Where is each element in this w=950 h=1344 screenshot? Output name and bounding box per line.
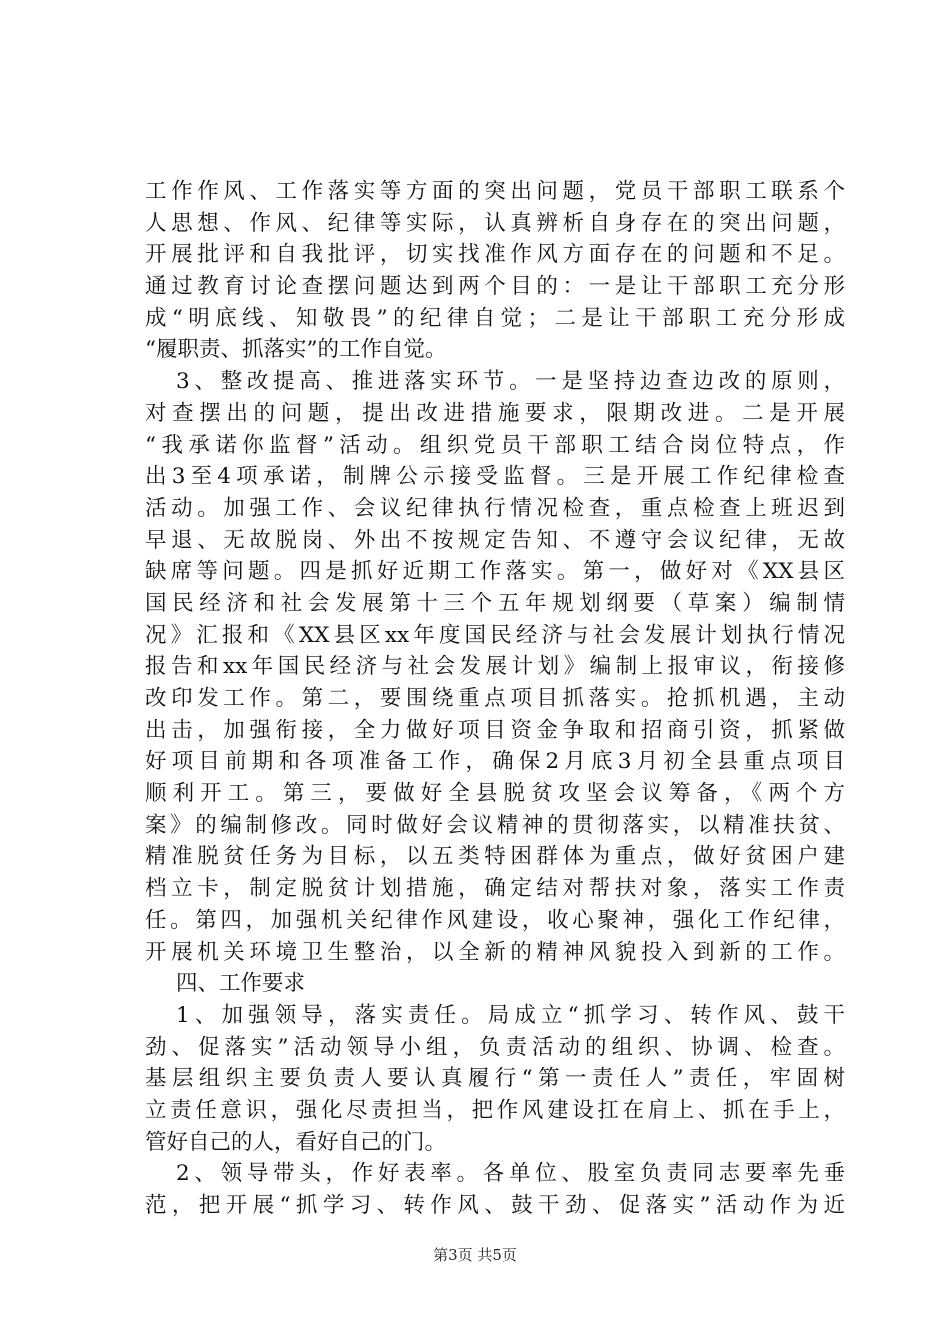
paragraph-start-line: 2、领导带头，作好表率。各单位、股室负责同志要率先垂 [176, 1161, 845, 1187]
paragraph-start-line: 3、整改提高、推进落实环节。一是坚持边查边改的原则， [176, 369, 845, 395]
text-line: 开展机关环境卫生整治，以全新的精神风貌投入到新的工作。 [145, 939, 845, 965]
text-line: “我承诺你监督”活动。组织党员干部职工结合岗位特点，作 [145, 432, 845, 458]
text-line: 通过教育讨论查摆问题达到两个目的：一是让干部职工充分形 [145, 274, 845, 300]
text-line: 任。第四，加强机关纪律作风建设，收心聚神，强化工作纪律， [145, 907, 845, 933]
text-line: 开展批评和自我批评，切实找准作风方面存在的问题和不足。 [145, 242, 845, 268]
paragraph-start-line: 1、加强领导，落实责任。局成立“抓学习、转作风、鼓干 [176, 1002, 845, 1028]
text-line: 成“明底线、知敬畏”的纪律自觉；二是让干部职工充分形成 [145, 305, 845, 331]
text-line: 出3至4项承诺，制牌公示接受监督。三是开展工作纪律检查 [145, 464, 845, 490]
text-line: 管好自己的人，看好自己的门。 [145, 1129, 447, 1155]
text-line: 档立卡，制定脱贫计划措施，确定结对帮扶对象，落实工作责 [145, 876, 845, 902]
text-line: 好项目前期和各项准备工作，确保2月底3月初全县重点项目 [145, 749, 845, 775]
section-heading: 四、工作要求 [176, 971, 306, 997]
text-line: 报告和xx年国民经济与社会发展计划》编制上报审议，衔接修 [145, 654, 845, 680]
text-line: 改印发工作。第二，要围绕重点项目抓落实。抢抓机遇，主动 [145, 686, 845, 711]
text-line: 工作作风、工作落实等方面的突出问题，党员干部职工联系个 [145, 179, 845, 204]
page-number-footer: 第3页 共5页 [433, 1246, 517, 1264]
text-line: 范，把开展“抓学习、转作风、鼓干劲、促落实”活动作为近 [145, 1193, 845, 1218]
text-line: 况》汇报和《XX县区xx年度国民经济与社会发展计划执行情况 [145, 622, 845, 648]
text-line: 劲、促落实”活动领导小组，负责活动的组织、协调、检查。 [145, 1034, 845, 1060]
text-line: 精准脱贫任务为目标，以五类特困群体为重点，做好贫困户建 [145, 844, 845, 870]
text-line: 案》的编制修改。同时做好会议精神的贯彻落实，以精准扶贫、 [145, 812, 845, 838]
text-line: 国民经济和社会发展第十三个五年规划纲要（草案）编制情 [145, 590, 845, 616]
text-line: 顺利开工。第三，要做好全县脱贫攻坚会议筹备，《两个方 [145, 781, 845, 807]
text-line: 对查摆出的问题，提出改进措施要求，限期改进。二是开展 [145, 400, 845, 426]
text-line: 立责任意识，强化尽责担当，把作风建设扛在肩上、抓在手上， [145, 1097, 845, 1123]
text-line: “履职责、抓落实”的工作自觉。 [145, 337, 447, 363]
document-body [145, 176, 845, 1222]
text-line: 活动。加强工作、会议纪律执行情况检查，重点检查上班迟到 [145, 495, 845, 521]
text-line: 出击，加强衔接，全力做好项目资金争取和招商引资，抓紧做 [145, 717, 845, 743]
text-line: 早退、无故脱岗、外出不按规定告知、不遵守会议纪律，无故 [145, 527, 845, 553]
text-line: 人思想、作风、纪律等实际，认真辨析自身存在的突出问题， [145, 210, 845, 236]
text-line: 缺席等问题。四是抓好近期工作落实。第一，做好对《XX县区 [145, 559, 845, 585]
text-line: 基层组织主要负责人要认真履行“第一责任人”责任，牢固树 [145, 1066, 845, 1092]
